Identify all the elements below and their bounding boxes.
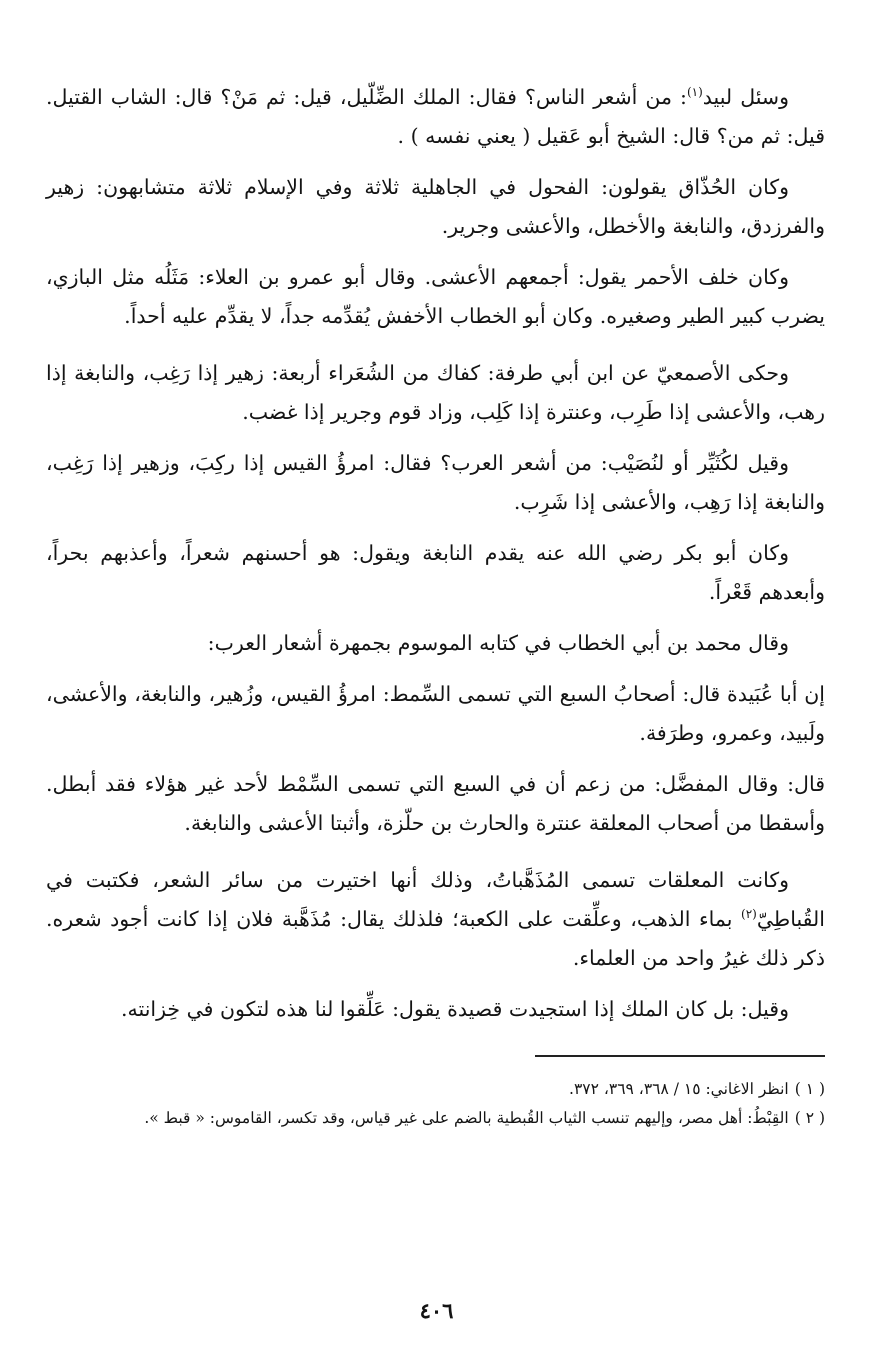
paragraph-7: وقال محمد بن أبي الخطاب في كتابه الموسوم بجمهرة أشعار العرب: bbox=[207, 631, 789, 655]
paragraph-10-text-b: بماء الذهب، وعلِّقت على الكعبة؛ فلذلك يقال: مُذَهَّبة فلان إذا كانت أجود شعره. ذكر ذلك غيرُ واحد من العلماء. bbox=[46, 907, 825, 970]
footnote-1-text: انظر الاغاني: ١٥ / ٣٦٨، ٣٦٩، ٣٧٢. bbox=[569, 1080, 789, 1098]
footnote-ref-2[interactable]: (٢) bbox=[741, 907, 757, 922]
footnote-divider bbox=[535, 1055, 825, 1057]
paragraph-6: وكان أبو بكر رضي الله عنه يقدم النابغة ويقول: هو أحسنهم شعراً، وأعذبهم بحراً، وأبعدهم قَعْراً. bbox=[46, 541, 825, 604]
paragraph-10 bbox=[46, 861, 825, 978]
paragraph-8: إن أبا عُبَيدة قال: أصحابُ السبع التي تسمى السِّمط: امرؤُ القيس، وزُهير، والنابغة، والأعشى، ولَبيد، وعمرو، وطرَفة. bbox=[46, 682, 825, 745]
paragraph-11: وقيل: بل كان الملك إذا استجيدت قصيدة يقول: عَلِّقوا لنا هذه لتكون في خِزانته. bbox=[121, 997, 789, 1021]
footnote-1 bbox=[46, 1075, 825, 1104]
footnote-1-number: ( ١ ) bbox=[794, 1080, 825, 1098]
paragraph-1-text-a: وسئل لبيد bbox=[702, 85, 789, 109]
footnotes bbox=[46, 1075, 825, 1133]
footnote-2-text: القِبْطُ: أهل مصر، وإليهم تنسب الثياب القُبطية بالضم على غير قياس، وقد تكسر، القاموس: « قبط ». bbox=[144, 1109, 789, 1127]
paragraph-9: قال: وقال المفضَّل: من زعم أن في السبع التي تسمى السِّمْط لأحد غير هؤلاء فقد أبطل. وأسقطا من أصحاب المعلقة عنترة والحارث بن حلّزة، وأثبتا الأعشى والنابغة. bbox=[46, 772, 825, 835]
paragraph-1-text-b: : من أشعر الناس؟ فقال: الملك الضِّلّيل، قيل: ثم مَنْ؟ قال: الشاب القتيل. قيل: ثم من؟ قال: الشيخ أبو عَقيل ( يعني نفسه ) . bbox=[46, 85, 825, 148]
footnote-ref-1[interactable]: (١) bbox=[686, 85, 703, 100]
footnote-2 bbox=[46, 1104, 825, 1133]
page-number: ٤٠٦ bbox=[419, 1298, 454, 1323]
paragraph-1 bbox=[46, 78, 825, 156]
footnote-2-number: ( ٢ ) bbox=[794, 1109, 825, 1127]
paragraph-3: وكان خلف الأحمر يقول: أجمعهم الأعشى. وقال أبو عمرو بن العلاء: مَثَلُه مثل البازي، يضرب كبير الطير وصغيره. وكان أبو الخطاب الأخفش يُقدِّمه جداً، لا يقدِّم عليه أحداً. bbox=[46, 265, 825, 328]
paragraph-5: وقيل لكُثَيِّر أو لنُصَيْب: من أشعر العرب؟ فقال: امرؤُ القيس إذا ركِبَ، وزهير إذا رَغِب، والنابغة إذا رَهِب، والأعشى إذا شَرِب. bbox=[46, 451, 825, 514]
paragraph-2: وكان الحُذّاق يقولون: الفحول في الجاهلية ثلاثة وفي الإسلام ثلاثة متشابهون: زهير والفرزدق، والنابغة والأخطل، والأعشى وجرير. bbox=[46, 175, 825, 238]
paragraph-4: وحكى الأصمعيّ عن ابن أبي طرفة: كفاك من الشُعَراء أربعة: زهير إذا رَغِب، والنابغة إذا رهب، والأعشى إذا طَرِب، وعنترة إذا كَلِب، وزاد قوم وجرير إذا غضب. bbox=[46, 361, 825, 424]
body-text bbox=[46, 78, 825, 1029]
paragraph-10-text-a: وكانت المعلقات تسمى المُذَهَّباتُ، وذلك أنها اختيرت من سائر الشعر، فكتبت في القُباطِيّ bbox=[46, 868, 825, 931]
